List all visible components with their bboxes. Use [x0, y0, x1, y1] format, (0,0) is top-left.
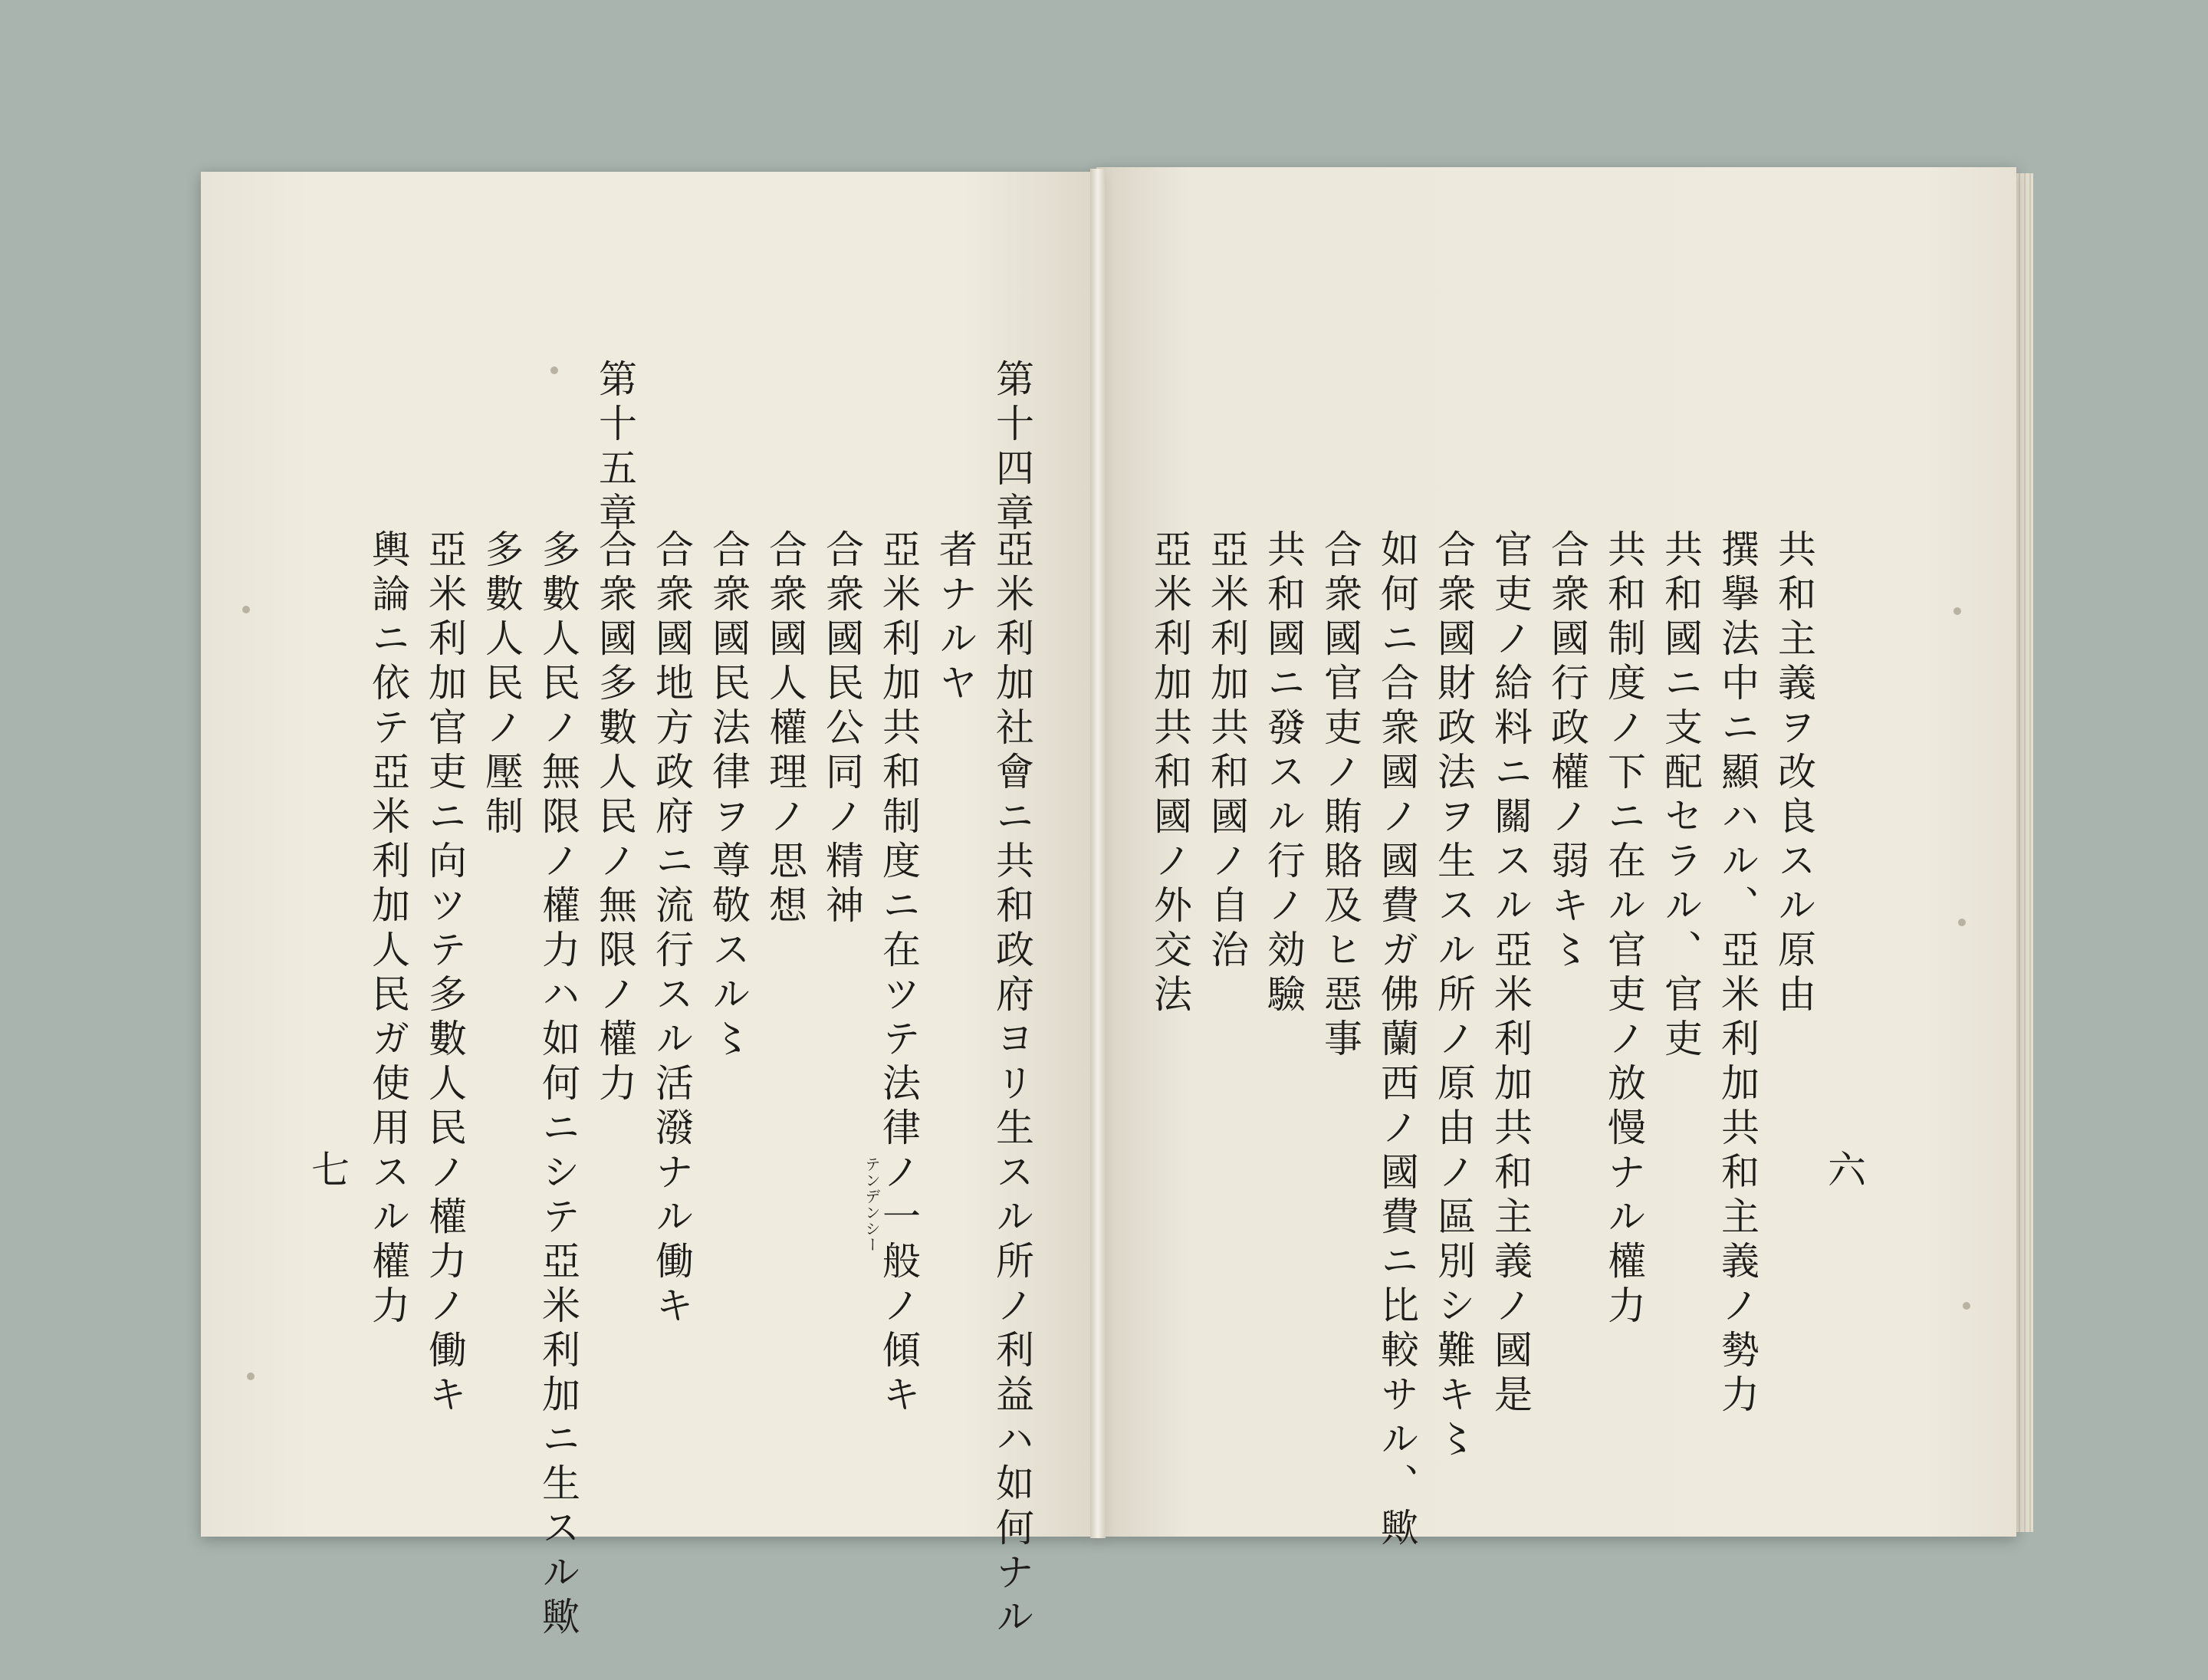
toc-line: 官吏ノ給料ニ關スル亞米利加共和主義ノ國是 [1488, 529, 1533, 1419]
binding-hole [1958, 919, 1966, 926]
toc-line: 者ナルヤ [933, 529, 978, 707]
toc-line: 合衆國行政權ノ弱キ〻 [1545, 529, 1589, 974]
toc-line: 亞米利加共和國ノ自治 [1204, 529, 1249, 974]
toc-line: 多數人民ノ無限ノ權力ハ如何ニシテ亞米利加ニ生スル歟 [536, 529, 580, 1641]
toc-line: 亞米利加共和制度ニ在ツテ法律ノ一般ノ傾キ [876, 529, 921, 1419]
toc-line: 合衆國民公同ノ精神 [820, 529, 864, 929]
toc-line: 合衆國民法律ヲ尊敬スル〻 [706, 529, 751, 1063]
toc-line: 亞米利加官吏ニ向ツテ多數人民ノ權力ノ働キ [422, 529, 467, 1419]
toc-line: 合衆國多數人民ノ無限ノ權力 [593, 529, 637, 1107]
toc-line: 共和國ニ發スル行ノ効驗 [1261, 529, 1306, 1018]
binding-hole [1953, 607, 1961, 615]
binding-hole [1963, 1302, 1970, 1310]
toc-line: 合衆國財政法ヲ生スル所ノ原由ノ區別シ難キ〻 [1431, 529, 1476, 1463]
toc-line: 合衆國官吏ノ賄賂及ヒ惡事 [1318, 529, 1362, 1063]
toc-line: 合衆國地方政府ニ流行スル活潑ナル働キ [649, 529, 694, 1330]
chapter-heading: 第十四章 [990, 359, 1034, 537]
ruby-annotation: テンデンシー [863, 1156, 881, 1253]
toc-line: 共和國ニ支配セラル、官吏 [1658, 529, 1703, 1063]
binding-hole [550, 367, 558, 374]
toc-line: 多數人民ノ壓制 [479, 529, 524, 840]
toc-line: 撰擧法中ニ顯ハル、亞米利加共和主義ノ勢力 [1715, 529, 1760, 1419]
toc-line: 輿論ニ依テ亞米利加人民ガ使用スル權力 [366, 529, 410, 1330]
page-number-left: 七 [311, 1148, 350, 1192]
spine [1090, 169, 1106, 1538]
binding-hole [247, 1373, 255, 1380]
toc-line: 亞米利加共和國ノ外交法 [1148, 529, 1192, 1018]
page-number-right: 六 [1828, 1148, 1866, 1192]
toc-line: 共和制度ノ下ニ在ル官吏ノ放慢ナル權力 [1602, 529, 1646, 1330]
toc-line: 合衆國人權理ノ思想 [763, 529, 807, 929]
chapter-heading: 第十五章 [593, 359, 637, 537]
binding-hole [242, 606, 250, 613]
toc-line: 亞米利加社會ニ共和政府ヨリ生スル所ノ利益ハ如何ナル [990, 529, 1034, 1641]
toc-line: 共和主義ヲ改良スル原由 [1772, 529, 1816, 1018]
toc-line: 如何ニ合衆國ノ國費ガ佛蘭西ノ國費ニ比較サル、歟 [1375, 529, 1419, 1552]
